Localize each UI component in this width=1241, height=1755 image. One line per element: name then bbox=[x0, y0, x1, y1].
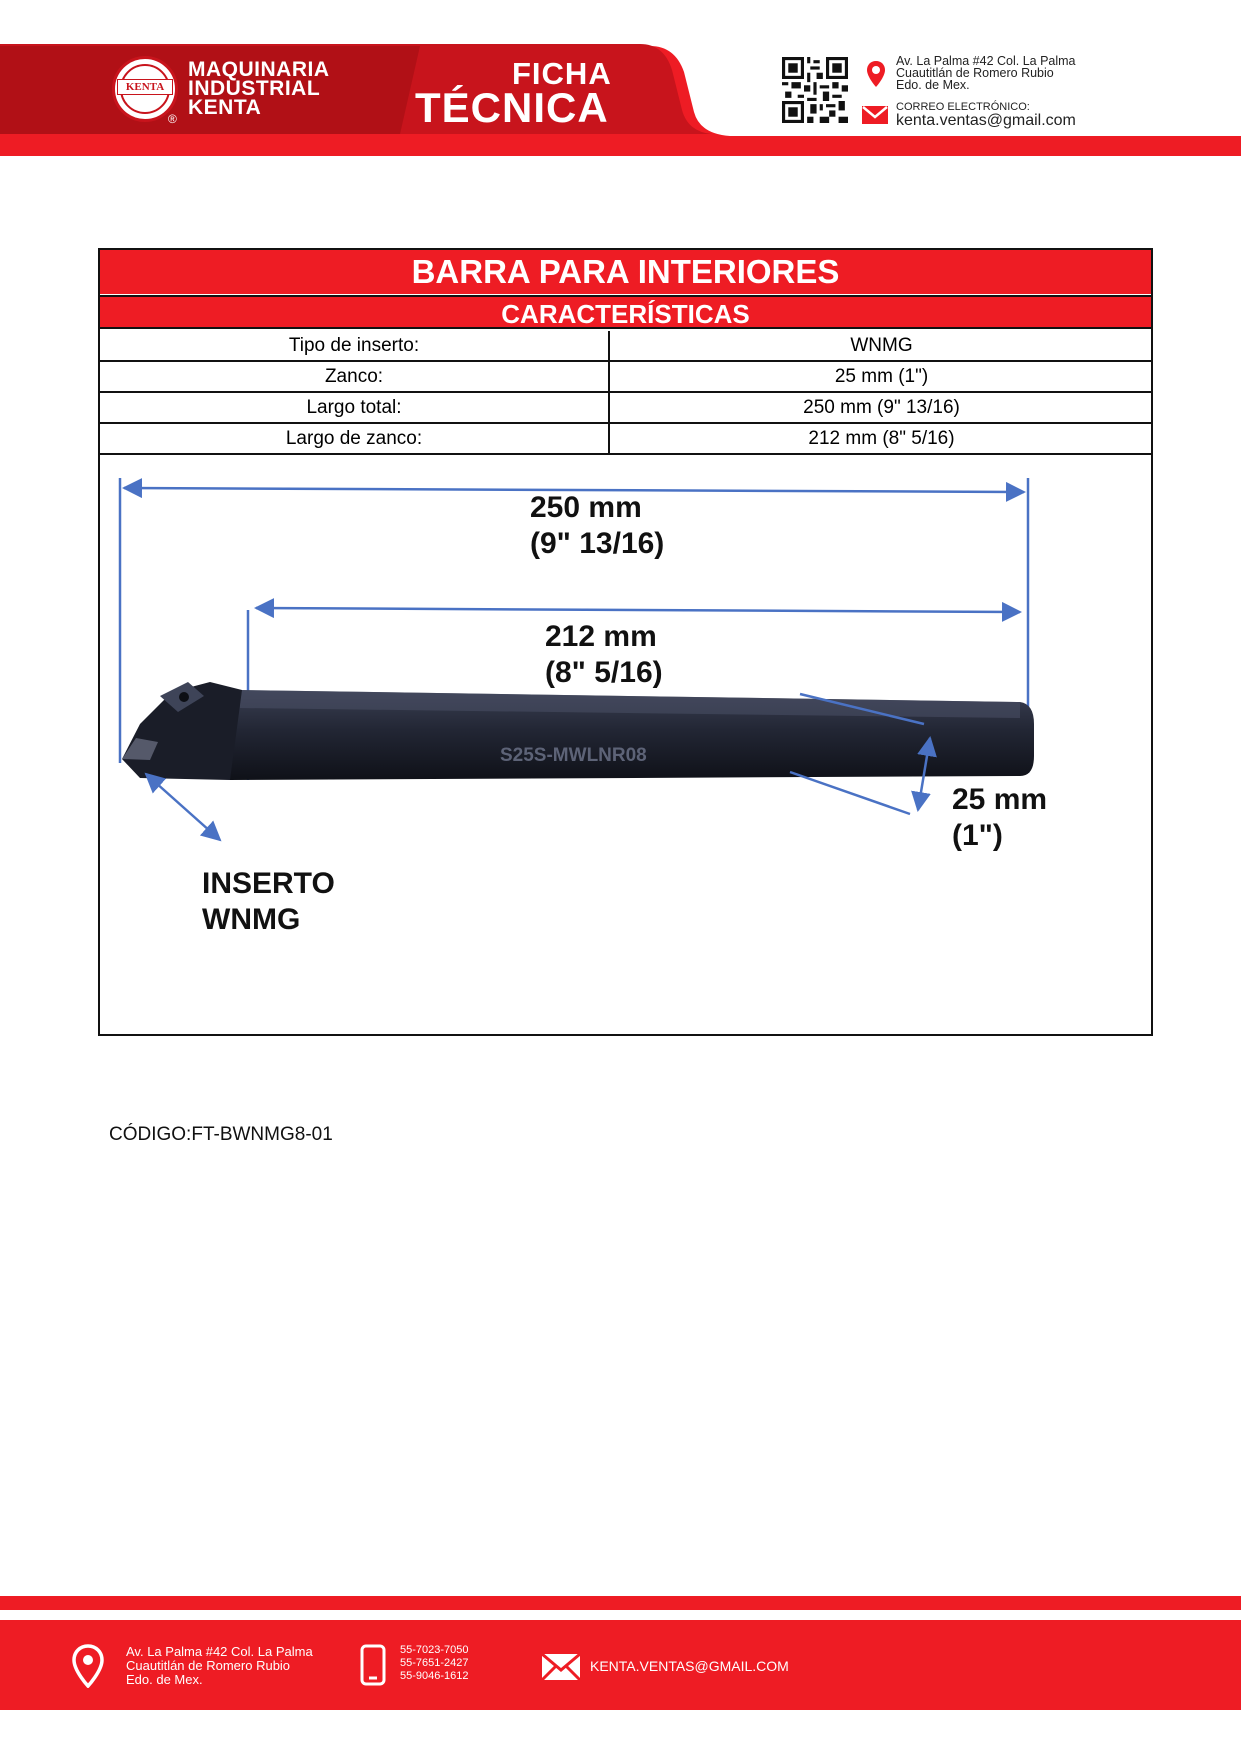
phone-icon bbox=[360, 1644, 386, 1686]
footer-divider bbox=[0, 1596, 1241, 1610]
document-code: CÓDIGO:FT-BWNMG8-01 bbox=[109, 1124, 333, 1145]
insert-arrow bbox=[146, 774, 220, 840]
leader-line bbox=[790, 772, 910, 814]
spec-value: 212 mm (8" 5/16) bbox=[808, 428, 955, 449]
header-email-label: CORREO ELECTRÓNICO: bbox=[896, 101, 1030, 113]
spec-row bbox=[100, 362, 1151, 393]
spec-label: Zanco: bbox=[100, 362, 610, 391]
header-address: Av. La Palma #42 Col. La Palma Cuautitlán de Romero Rubio Edo. de Mex. bbox=[896, 54, 1076, 92]
location-pin-icon bbox=[72, 1644, 104, 1688]
doc-type-line1: FICHA bbox=[512, 56, 612, 91]
page-header bbox=[0, 0, 1241, 160]
total-length-label: 250 mm (9" 13/16) bbox=[530, 491, 665, 560]
doc-type-line2: TÉCNICA bbox=[415, 84, 609, 131]
spec-row bbox=[100, 331, 1151, 362]
spec-label: Largo de zanco: bbox=[100, 424, 610, 453]
registered-mark: ® bbox=[168, 112, 177, 126]
insert-label: INSERTO WNMG bbox=[202, 867, 335, 936]
spec-value: WNMG bbox=[850, 335, 913, 356]
bar-marking: S25S-MWLNR08 bbox=[500, 745, 647, 766]
shank-length-arrow bbox=[256, 608, 1020, 612]
logo-text: KENTA bbox=[117, 79, 173, 95]
footer-address: Av. La Palma #42 Col. La Palma Cuautitlán de Romero Rubio Edo. de Mex. bbox=[126, 1644, 313, 1687]
shank-length-label: 212 mm (8" 5/16) bbox=[545, 620, 663, 689]
product-diagram bbox=[100, 456, 1151, 1034]
spec-table bbox=[98, 248, 1153, 1036]
page-footer bbox=[0, 1620, 1241, 1710]
spec-label: Largo total: bbox=[100, 393, 610, 422]
footer-email[interactable]: KENTA.VENTAS@GMAIL.COM bbox=[590, 1658, 789, 1674]
header-email[interactable]: kenta.ventas@gmail.com bbox=[896, 112, 1076, 129]
spec-value: 250 mm (9" 13/16) bbox=[803, 397, 960, 418]
company-name: MAQUINARIA INDUSTRIAL KENTA bbox=[188, 58, 330, 119]
location-pin-icon bbox=[866, 60, 886, 88]
spec-row bbox=[100, 393, 1151, 424]
shank-size-label: 25 mm (1") bbox=[952, 783, 1048, 852]
envelope-icon bbox=[540, 1652, 582, 1682]
spec-label: Tipo de inserto: bbox=[100, 331, 610, 360]
section-subtitle: CARACTERÍSTICAS bbox=[100, 295, 1151, 329]
qr-code-icon bbox=[782, 57, 848, 123]
footer-phones: 55-7023-7050 55-7651-2427 55-9046-1612 bbox=[400, 1644, 469, 1682]
envelope-icon bbox=[862, 106, 888, 124]
spec-value: 25 mm (1") bbox=[834, 366, 929, 387]
product-title: BARRA PARA INTERIORES bbox=[100, 250, 1151, 294]
spec-row bbox=[100, 424, 1151, 455]
